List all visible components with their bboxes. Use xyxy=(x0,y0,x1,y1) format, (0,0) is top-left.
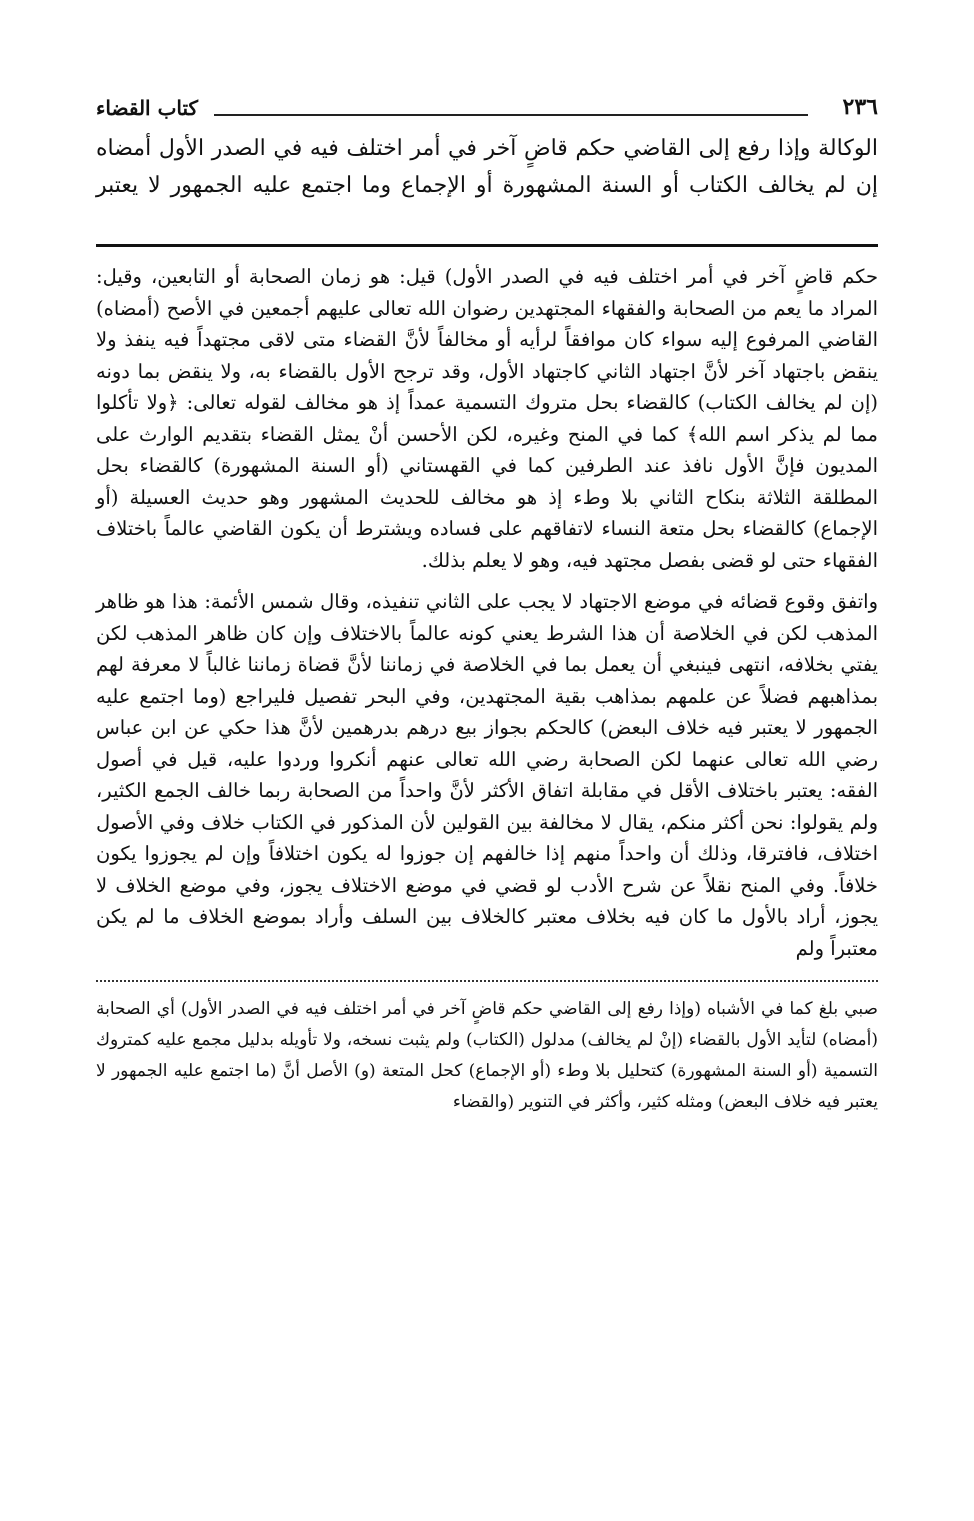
book-page xyxy=(96,90,878,1118)
main-text-line: الوكالة وإذا رفع إلى القاضي حكم قاضٍ آخر في أمر اختلف فيه في الصدر الأول أمضاه xyxy=(96,136,878,161)
main-text xyxy=(96,130,878,238)
book-title: كتاب القضاء xyxy=(96,96,199,120)
page-number: ٢٣٦ xyxy=(842,94,878,120)
footnote-text: صبي بلغ كما في الأشباه (وإذا رفع إلى القاضي حكم قاضٍ آخر في أمر اختلف فيه في الصدر الأول) أي الصحابة (أمضاه) لتأيد الأول بالقضاء (إنْ لم يخالف) مدلول (الكتاب) ولم يثبت نسخه، ولا تأويله بدليل مجمع عليه كمتروك التسمية (أو السنة المشهورة) كتحليل بلا وطء (أو الإجماع) كحل المتعة (و) الأصل أنَّ (ما اجتمع عليه الجمهور لا يعتبر فيه خلاف البعض) ومثله كثير، وأكثر في التنوير (والقضاء xyxy=(96,999,878,1112)
commentary-paragraph: واتفق وقوع قضائه في موضع الاجتهاد لا يجب على الثاني تنفيذه، وقال شمس الأئمة: هذا هو ظاهر المذهب لكن في الخلاصة أن هذا الشرط يعني كونه عالماً بالاختلاف وإن كان ظاهر المذهب لكن يفتي بخلافه، انتهى فينبغي أن يعمل بما في الخلاصة في زماننا لأنَّ قضاة زماننا غالباً لا معرفة لهم بمذاهبهم فضلاً عن علمهم بمذاهب بقية المجتهدين، وفي البحر تفصيل فليراجع (وما اجتمع عليه الجمهور لا يعتبر فيه خلاف البعض) كالحكم بجواز بيع درهم بدرهمين لأنَّ هذا حكي عن ابن عباس رضي الله تعالى عنهما لكن الصحابة رضي الله تعالى عنهم أنكروا وردوا عليه، قيل في أصول الفقه: يعتبر باختلاف الأقل في مقابلة اتفاق الأكثر لأنَّ واحداً من الصحابة ربما خالف الجمع الكثير، ولم يقولوا: نحن أكثر منكم، يقال لا مخالفة بين القولين لأن المذكور في الكتاب خلاف وفي الأصول اختلاف، فافترقا، وذلك أن واحداً منهم إذا خالفهم إن جوزوا له يكون اختلافاً وإن لم يجوزوا يكون خلافاً. وفي المنح نقلاً عن شرح الأدب لو قضي في موضع الاختلاف يجوز، وفي موضع الخلاف لا يجوز، أراد بالأول ما كان فيه بخلاف معتبر كالخلاف بين السلف وأراد بموضع الخلاف ما لم يكن معتبراً ولم xyxy=(96,590,878,960)
commentary xyxy=(96,261,878,964)
commentary-paragraph: حكم قاضٍ آخر في أمر اختلف فيه في الصدر الأول) قيل: هو زمان الصحابة أو التابعين، وقيل: المراد ما يعم من الصحابة والفقهاء المجتهدين رضوان الله تعالى عليهم أجمعين في الأصح (أمضاه) القاضي المرفوع إليه سواء كان موافقاً لرأيه أو مخالفاً لأنَّ القضاء متى لاقى مجتهداً فيه ينفذ ولا ينقض باجتهاد آخر لأنَّ اجتهاد الثاني كاجتهاد الأول، وقد ترجح الأول بالقضاء به، ولا ينقض بما دونه (إن لم يخالف الكتاب) كالقضاء بحل متروك التسمية عمداً إذ هو مخالف لقوله تعالى: ﴿ولا تأكلوا مما لم يذكر اسم الله﴾ كما في المنح وغيره، لكن الأحسن أنْ يمثل القضاء بتقديم الوارث على المديون فإنَّ الأول نافذ عند الطرفين كما في القهستاني (أو السنة المشهورة) كالقضاء بحل المطلقة الثلاثة بنكاح الثاني بلا وطء إذ هو مخالف للحديث المشهور وهو حديث العسيلة (أو الإجماع) كالقضاء بحل متعة النساء لاتفاقهم على فساده ويشترط أن يكون القاضي عالماً باختلاف الفقهاء حتى لو قضى بفصل مجتهد فيه، وهو لا يعلم بذلك. xyxy=(96,265,879,572)
footnote-separator xyxy=(96,980,878,982)
header-rule xyxy=(214,114,808,116)
main-text-line: إن لم يخالف الكتاب أو السنة المشهورة أو الإجماع وما اجتمع عليه الجمهور لا يعتبر xyxy=(96,173,878,198)
section-divider xyxy=(96,244,878,247)
page-header xyxy=(96,90,878,130)
footnote xyxy=(96,994,878,1118)
